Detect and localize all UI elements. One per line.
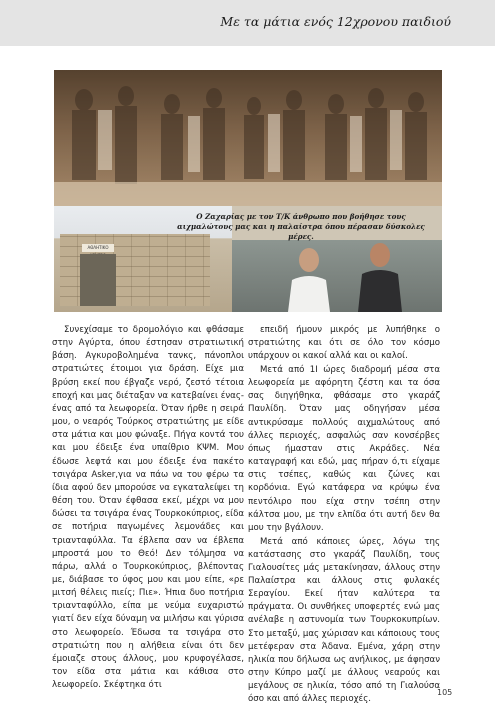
younger-man-figure — [356, 240, 404, 312]
portrait-photo — [232, 240, 442, 312]
text-column-left — [52, 324, 244, 692]
older-man-figure — [286, 246, 332, 312]
paragraph: Συνεχίσαμε το δρομολόγιο και φθάσαμε στην Αγύρτα, όπου έστησαν στρατιωτική βάση. Αγκυροβολημένα τανκς, πάνοπλοι στρατιώτες έτοιμοι για δράση. Είχε μια βρύση εκεί που έβγαζε νερό, ζεστό τέτοια εποχή και μας διέταξαν να κατεβαίνει ένας-ένας από τα λεωφορεία. Όταν ήρθε η σειρά μου, ο νεαρός Τούρκος στρατιώτης με είδε στα μάτια και μου φώναξε. Πήγα κοντά του και μου έδειξε ένα υπαίθριο ΚΨΜ. Μου έδωσε λεφτά και μου έδειξε ένα πακέτο τσιγάρα Asker,για να πάω να του φέρω τα ίδια αφού δεν μπορούσε να εγκαταλείψει τη θέση του. Όταν έφθασα εκεί, μέχρι να μου δώσει τα τσιγάρα ένας Τουρκοκύπριος, είδα σε ποτήρια παγωμένες λεμονάδες και τριανταφύλλα. Τα έβλεπα σαν να έβλεπα μπροστά μου το Θεό! Δεν τόλμησα να πάρω, αλλά ο Τουρκοκύπριος, βλέποντας με, διάβασε το ύφος μου και μου είπε, «ρε μιτσή θέλεις πιείς; Πιε». Ήπια δυο ποτήρια τριανταφύλλο, είπα με νεύμα ευχαριστώ γιατί δεν είχα δύναμη να μιλήσω και γύρισα στο λεωφορείο. Έδωσα τα τσιγάρα στο στρατιώτη που η αλήθεια είναι ότι δεν έμοιαζε στους άλλους, μου κρυφογέλασε, τον είδα στα μάτια και κάθισα στο λεωφορείο. Σκέφτηκα ότι — [52, 325, 244, 691]
paragraph: επειδή ήμουν μικρός με λυπήθηκε ο στρατιώτης και ότι σε όλο τον κόσμο υπάρχουν οι κακοί αλλά και οι καλοί. — [248, 325, 440, 362]
building-sign: ΑΘΛΗΤΙΚΟ — [82, 244, 114, 252]
crowd-figures — [54, 70, 442, 206]
photo-collage — [54, 70, 442, 312]
paragraph: Μετά από 1Ι ώρες διαδρομή μέσα στα λεωφορεία με αφόρητη ζέστη και τα όσα σας διηγήθηκα, φθάσαμε στο γκαράζ Παυλίδη. Όταν μας οδηγήσαν μέσα αντικρύσαμε πολλούς αιχμαλώτους από άλλες περιοχές, ασφαλώς σαν κονσέρβες όπως ήμασταν στις Ακράδες. Νέα καταγραφή και εδώ, μας πήραν ό,τι είχαμε στις τσέπες, καθώς και ζώνες και κορδόνια. Εγώ κατάφερα να κρύψω ένα πεντόλιρο που είχα στην τσέπη στην κάλτσα μου, με την ελπίδα ότι αυτή δεν θα μου την βγάλουν. — [248, 364, 440, 533]
text-column-right — [248, 324, 440, 707]
header-band — [0, 0, 495, 46]
photo-caption: Ο Ζαχαρίας με τον Τ/Κ άνθρωπο που βοήθησε τους αιχμαλώτους μας και η παλαίστρα όπου πέρασαν δύσκολες μέρες. — [177, 212, 425, 241]
building-door — [80, 254, 116, 306]
crowd-photo — [54, 70, 442, 206]
paragraph: Μετά από κάποιες ώρες, λόγω της κατάστασης στο γκαράζ Παυλίδη, τους Γιαλουσίτες μάς μετακίνησαν, άλλους στην Παλαίστρα και άλλους στις φυλακές Σεραγίου. Εκεί ήταν καλύτερα τα πράγματα. Οι συνθήκες υποφερτές ενώ μας ανέλαβε η αστυνομία των Τουρκοκυπρίων. Στο μεταξύ, μας χώρισαν και κάποιους τους μετέφεραν στα Άδανα. Εμένα, χάρη στην ηλικία που δήλωσα ως ανήλικος, με άφησαν στην Κύπρο μαζί με άλλους νεαρούς και μεγάλους σε ηλικία, τόσο από τη Γιαλούσα όσο και από άλλες περιοχές. — [248, 536, 440, 705]
page-number: 105 — [437, 688, 453, 697]
page-header-title: Με τα μάτια ενός 12χρονου παιδιού — [220, 14, 451, 29]
